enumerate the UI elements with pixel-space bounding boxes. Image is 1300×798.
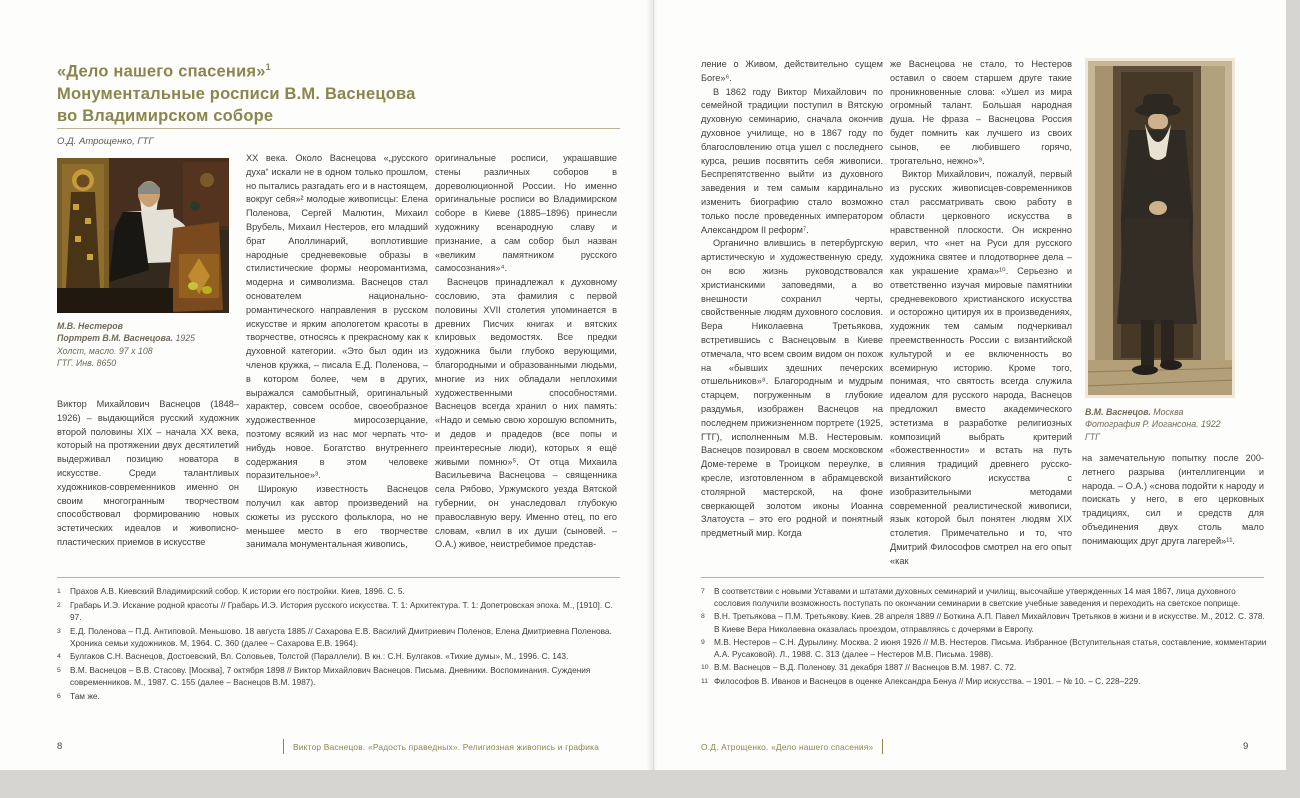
footnote-text: Прахов А.В. Киевский Владимирский собор. К истории его постройки. Киев, 1896. С. 5. [70, 586, 405, 596]
footnote [57, 664, 632, 688]
photo-caption-collection: ГТГ [1085, 431, 1100, 442]
paragraph: Васнецов принадлежал к духовному сословию, эта фамилия с первой половины XVII столетия упоминается в древних Писчих книгах и вятских клировых ведомостях. Все предки художника были глубоко верующими, благородными и образованными людьми, многие из них обладали неплохими художественными способностями. Васнецов всегда хранил о них память: «Надо и семью свою хорошую вспомнить, и дедов и прадедов (все попы и преинтересные люди), которых я ещё живыми помню»⁵. От отца Михаила Васильевича Васнецова – священника села Рябово, Уржумского уезда Вятской губернии, он унаследовал глубокую православную веру. Именно отец, по его словам, «влил в их души (сыновей. – О.А.) живое, неистребимое представ- [435, 277, 617, 550]
page-number-right: 9 [1243, 741, 1249, 752]
title-footnote-ref: 1 [265, 62, 271, 72]
running-footer-left [283, 739, 599, 754]
footnote-text: Е.Д. Поленова – П.Д. Антиповой. Меньшово. 18 августа 1885 // Сахарова Е.В. Василий Дмитриевич Поленов, Елена Дмитриевна Поленова. Хроника семьи художников. М, 1964. С. 360 (далее – Сахарова Е.В. 1964). [70, 625, 612, 648]
footnote-text: Булгаков С.Н. Васнецов, Достоевский, Вл. Соловьев, Толстой (Параллели). В кн.: С.Н. Булгаков. «Тихие думы», М., 1996. С. 143. [70, 651, 569, 662]
footnote-text: Грабарь И.Э. Искание родной красоты // Грабарь И.Э. История русского искусства. Т. 1: Архитектура. Т. 1: Допетровская эпоха. М., [1910]. С. 97. [70, 600, 613, 623]
footnote [701, 675, 1276, 688]
running-footer-right-text: О.Д. Атрощенко. «Дело нашего спасения» [701, 741, 874, 752]
footnote-number: 11 [701, 678, 709, 686]
left-column-2 [246, 152, 428, 552]
footnote-number: 7 [701, 588, 705, 595]
footnote [701, 585, 1276, 609]
painting-caption-medium: Холст, масло. 97 х 108 [57, 345, 153, 356]
left-column-1 [57, 398, 239, 550]
footnote-text: Там же. [70, 690, 100, 701]
footer-divider-bar [882, 739, 883, 754]
footnote-text: М.В. Нестеров – С.Н. Дурылину. Москва. 2 июня 1926 // М.В. Нестеров. Письма. Избранное (Вступительная статья, составление, комментарии А.А. Русаковой). Л., 1988. С. 313 (далее – Нестеров М.В. Письма. 1988). [714, 636, 1267, 660]
footnote-text: Философов В. Иванов и Васнецов в оценке Александра Бенуа // Мир искусства. – 1901. – № 10. – С. 228–229. [714, 676, 1141, 687]
photo-caption-title-line [1085, 406, 1265, 418]
article-title-line2: Монументальные росписи В.М. Васнецова [57, 84, 416, 103]
footnote-number: 4 [57, 653, 61, 661]
page-gutter-line [653, 0, 654, 770]
paragraph: Виктор Михайлович, пожалуй, первый из русских живописцев-современников стал рассматривать свою работу в области церковного искусства в нравственной плоскости. Он искренно верил, что «нет на Руси для русского художника святее и плодотворнее дела – как украшение храма»¹⁰. Серьезно и ответственно изучая мировые памятники средневекового христианского искусства и осторожно цитируя их в произведениях, художник тем самым подчеркивал преемственность России с византийской культурой и ее включенность во всемирную историю. Кроме того, понимая, что святость всегда служила идеалом для русского народа, Васнецов предложил вместо академического эстетизма в разработке религиозных композиций выбрать критерий «божественности» и встать на путь слияния традиций древнего русско-византийского искусства с изобразительными методами современной реалистической живописи, язык которой был понятен людям XIX столетия. Примечательно и то, что Дмитрий Философов смотрел на его опыт «как [890, 169, 1072, 566]
footnote-number: 10 [701, 664, 709, 672]
painting-caption-title-text: Портрет В.М. Васнецова. [57, 333, 174, 344]
footnote-number: 1 [57, 588, 61, 595]
left-column-3 [435, 152, 617, 552]
footnote-text: В.М. Васнецов – В.В. Стасову. [Москва], 7 октября 1898 // Виктор Михайлович Васнецов. Письма. Дневники. Воспоминания. Суждения современников. М., 1987. С. 155 (далее – Васнецов В.М. 1987). [70, 665, 591, 688]
running-footer-right [701, 739, 883, 754]
painting-caption-inventory: ГТГ. Инв. 8650 [57, 358, 117, 369]
footnote-text: В.М. Васнецов – В.Д. Поленову. 31 декабря 1887 // Васнецов В.М. 1987. С. 72. [714, 662, 1017, 673]
footnote [701, 610, 1276, 634]
author-byline: О.Д. Атрощенко, ГТГ [57, 136, 154, 147]
footnote-rule-right [701, 577, 1264, 578]
paragraph: В 1862 году Виктор Михайлович по семейной традиции поступил в Вятскую духовную семинарию, сначала окончив духовное училище, но в 1867 году по благословлению отца ушел с последнего курса, решив посвятить себя живописи. Беспрепятственно выйти из духовного заведения и тем самым кардинально изменить биографию стало возможно только после проведенных императором Александром II реформ⁷. [701, 86, 883, 235]
paragraph: оригинальные росписи, украшавшие стены различных соборов в дореволюционной России. Но именно оригинальные росписи во Владимирском соборе в Киеве (1885–1896) принесли художнику всенародную славу и признание, а сам собор был назван «великим памятником русского самосознания»⁴. [435, 153, 617, 274]
painting-caption-year: 1925 [175, 333, 196, 344]
painting-caption-artist [57, 320, 237, 332]
footnotes-left [57, 585, 632, 704]
nesterov-portrait-painting [57, 158, 229, 313]
footnote-number: 2 [57, 602, 61, 610]
paragraph: XX века. Около Васнецова «„русского духа“ искали не в одном только прошлом, но пытались разгадать его и в настоящем, вокруг себя»² молодые живописцы: Елена Поленова, Сергей Малютин, Михаил Врубель, Михаил Нестеров, его младший брат Аполлинарий, воплотившие народные средневековые образы в стилистические формы неоромантизма, модерна и символизма. Васнецов стал основателем национально-романтического направления в русском искусстве и ярким апологетом красоты в творчестве, относясь к прекрасному как к духовной категории. «Это был один из членов кружка, – писала Е.Д. Поленова, – в котором более, чем в других, выражался самобытный, оригинальный характер, совсем особое, своеобразное художественное миросозерцание, поэтому всякий из нас мог черпать что-нибудь новое. Богатство внутреннего содержания в этом человеке поразительное»³. [246, 153, 428, 481]
page-number-left: 8 [57, 741, 63, 752]
article-title [57, 56, 617, 127]
footnote-number: 9 [701, 638, 705, 646]
footnote [57, 625, 632, 649]
photo-caption-photographer: Фотография Р. Иогансона. 1922 [1085, 419, 1221, 430]
footnote-number: 6 [57, 692, 61, 700]
footnote [701, 636, 1276, 660]
footnote-number: 3 [57, 627, 61, 635]
footnote-number: 5 [57, 667, 61, 675]
footer-divider-bar [283, 739, 284, 754]
painting-caption [57, 320, 237, 370]
footnote-rule-left [57, 577, 620, 578]
photo-caption [1085, 406, 1265, 443]
running-footer-left-text: Виктор Васнецов. «Радость праведных». Религиозная живопись и графика [293, 741, 600, 752]
footnote [57, 690, 632, 703]
footnote [701, 661, 1276, 674]
footnote [57, 585, 632, 598]
paragraph: на замечательную попытку после 200-летнего разрыва (интеллигенции и народа. – О.А.) «снова подойти к народу и поискать у него, в его церковных традициях, сил и средств для объединения двух столь мало понимающих друг друга лагерей»¹¹. [1082, 453, 1264, 546]
footnotes-right [701, 585, 1276, 690]
vasnetsov-photograph [1085, 58, 1235, 398]
right-column-3 [1082, 452, 1264, 549]
right-column-2 [890, 58, 1072, 568]
right-column-1 [701, 58, 883, 541]
paragraph: Широкую известность Васнецов получил как автор произведений на сюжеты из русского фольклора, но не меньшее место в его творчестве занимала монументальная живопись, [246, 484, 428, 550]
footnote [57, 650, 632, 663]
photo-caption-title-text: В.М. Васнецов. [1085, 407, 1151, 417]
painting-caption-artist-text: М.В. Нестеров [57, 321, 123, 331]
footnote-number: 8 [701, 613, 705, 621]
article-title-line3: во Владимирском соборе [57, 106, 274, 125]
page-gutter-shadow [646, 0, 658, 770]
footnote [57, 599, 632, 623]
title-rule [57, 128, 620, 129]
painting-caption-title-line [57, 332, 237, 344]
footnote-text: В соответствии с новыми Уставами и штатами духовных семинарий и училищ, высочайше утвержденных 14 мая 1867, лица духовного сословия получили возможность поступать по окончании семинарии в светские учебные заведения и переходить на светское поприще. [714, 586, 1241, 609]
paragraph: ление о Живом, действительно сущем Боге»⁶. [701, 59, 883, 83]
article-title-text1: «Дело нашего спасения» [57, 62, 266, 81]
photo-caption-location: Москва [1153, 407, 1184, 417]
footnote-text: В.Н. Третьякова – П.М. Третьякову. Киев. 28 апреля 1889 // Боткина А.П. Павел Михайлович Третьяков в жизни и в искусстве. М., 2012. С. 378. В Киеве Вера Николаевна оказалась проездом, отправляясь с дочерями в Европу. [714, 611, 1265, 634]
article-title-line1 [57, 56, 617, 83]
paragraph: Виктор Михайлович Васнецов (1848–1926) – выдающийся русский художник второй половины XIX – начала XX века, который на протяжении двух десятилетий выдерживал позицию новатора в искусстве. Среди талантливых художников-современников именно он своим многогранным творчеством способствовал формированию новых эстетических идеалов и живописно-пластических приемов в искусстве [57, 399, 239, 547]
paragraph: Органично влившись в петербургскую артистическую и художественную среду, он всю жизнь руководствовался христианскими заповедями, а во внешности сохранил черты, свойственные людям духовного сословия. Вера Николаевна Третьякова, встретившись с Васнецовым в Киеве отмечала, что всем своим видом он похож на «бывших здешних печерских отшельников»⁸. Благородным и мудрым старцем, погруженным в глубокие раздумья, изображен Васнецов на последнем прижизненном портрете (1925, ГТГ), исполненным М.В. Нестеровым. Васнецов позировал в своем московском Доме-тереме в Троицком переулке, в кресле, изготовленном в абрамцевской столярной мастерской, на фоне сверкающей золотом иконы Иоанна Златоуста – это его родной и понятный предметный мир. Когда [701, 238, 883, 539]
paragraph: же Васнецова не стало, то Нестеров оставил о своем старшем друге такие проникновенные слова: «Ушел из мира огромный талант. Большая народная душа. Не фраза – Васнецова Россия будет помнить как лучшего из своих сынов, ее любившего горячо, трогательно, нежно»⁹. [890, 59, 1072, 166]
